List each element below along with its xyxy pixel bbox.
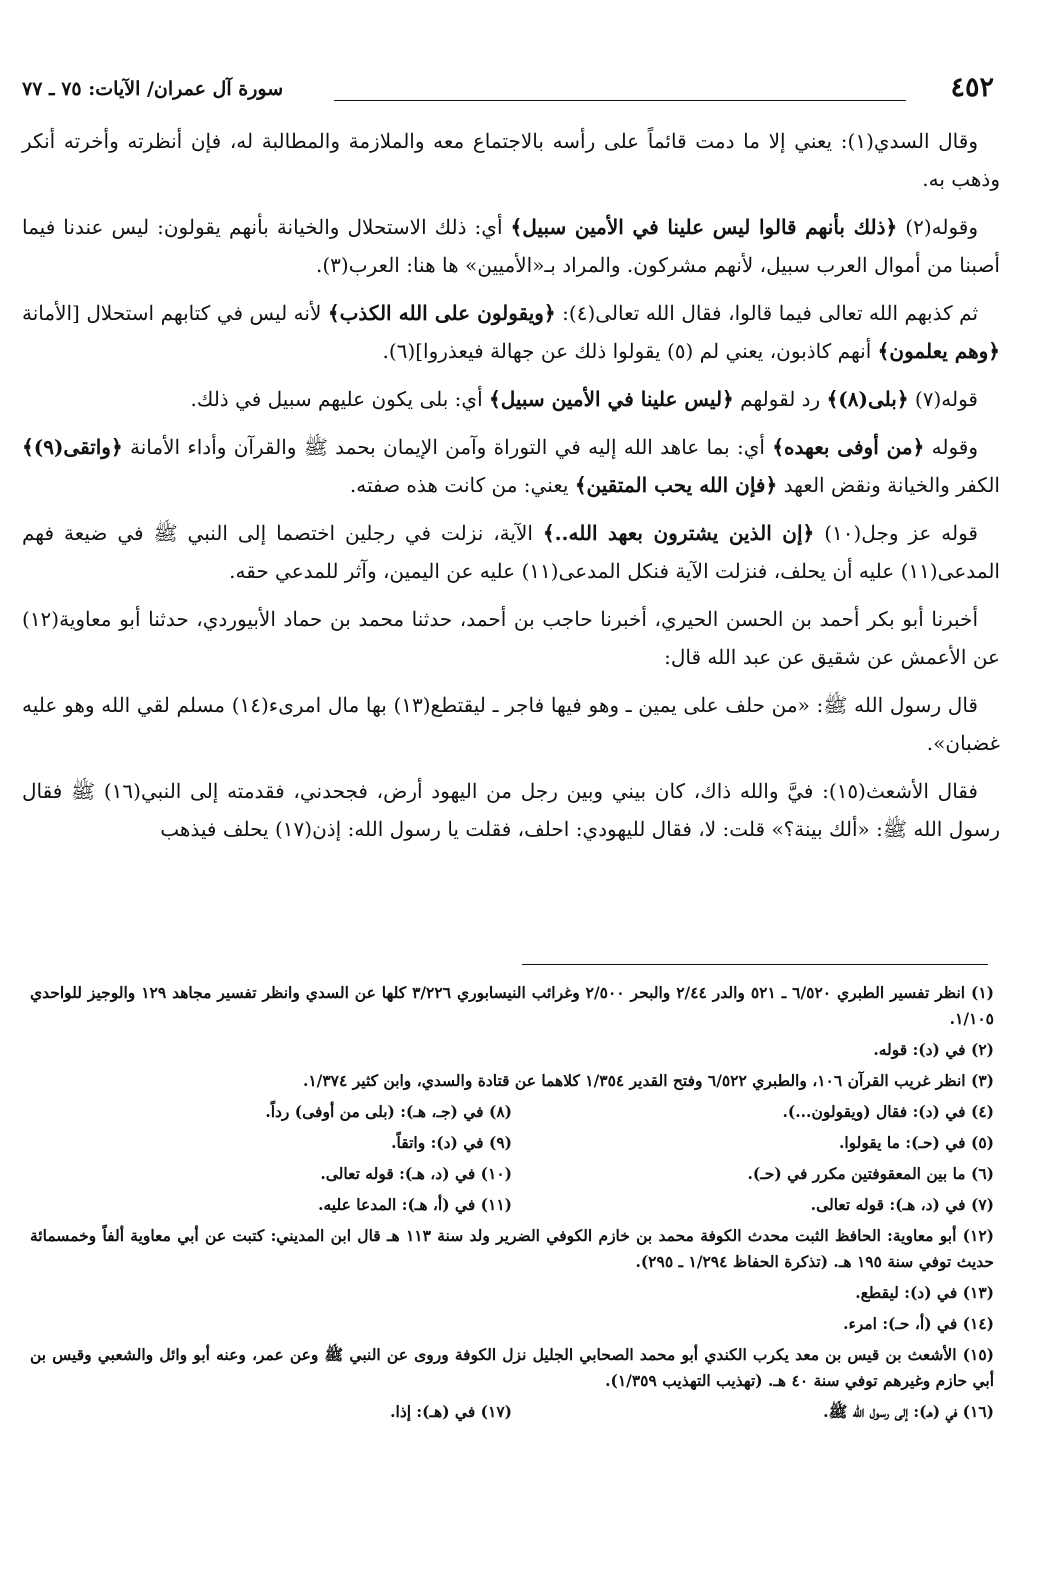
page-header bbox=[22, 70, 994, 110]
text-run: لأنه ليس في كتابهم استحلال [الأمانة bbox=[22, 301, 328, 325]
text-run: يعني: من كانت هذه صفته. bbox=[349, 473, 575, 497]
paragraph bbox=[22, 380, 1000, 418]
footnote-5: (٥) في (حـ): ما يقولوا. bbox=[838, 1133, 994, 1152]
text-run: أنهم كاذبون، يعني لم (٥) يقولوا ذلك عن جهالة فيعذروا](٦). bbox=[382, 339, 878, 363]
quran-quote: ﴿من أوفى بعهده﴾ bbox=[772, 435, 925, 459]
running-title: سورة آل عمران/ الآيات: ٧٥ ـ ٧٧ bbox=[22, 78, 284, 100]
paragraph bbox=[22, 686, 1000, 762]
footnote-16: (١٦) في (هـ): إلى رسول الله ﷺ. bbox=[823, 1402, 994, 1421]
footnote-10: (١٠) في (د، هـ): قوله تعالى. bbox=[320, 1164, 512, 1183]
paragraph bbox=[22, 514, 1000, 590]
paragraph bbox=[22, 294, 1000, 370]
main-text bbox=[22, 122, 1000, 858]
quran-quote: ﴿ليس علينا في الأمين سبيل﴾ bbox=[488, 387, 734, 411]
text-run: أي: بلى يكون عليهم سبيل في ذلك. bbox=[190, 387, 489, 411]
text-run: وقوله(٢) bbox=[897, 215, 978, 239]
quran-quote: ﴿ذلك بأنهم قالوا ليس علينا في الأمين سبيل﴾ bbox=[510, 215, 898, 239]
quran-quote: ﴿واتقى(٩)﴾ bbox=[22, 435, 123, 459]
text-run: أخبرنا أبو بكر أحمد بن الحسن الحيري، أخبرنا حاجب بن أحمد، حدثنا محمد بن حماد الأبيوردي، حدثنا أبو معاوية(١٢) عن الأعمش عن شقيق عن عبد الله قال: bbox=[22, 607, 1000, 669]
quran-quote: ﴿ويقولون على الله الكذب﴾ bbox=[327, 301, 556, 325]
text-run: أي: بما عاهد الله إليه في التوراة وآمن الإيمان بحمد ﷺ والقرآن وأداء الأمانة bbox=[122, 435, 773, 459]
footnote-row bbox=[30, 1099, 994, 1125]
text-run: قال رسول الله ﷺ: «من حلف على يمين ـ وهو فيها فاجر ـ ليقتطع(١٣) بها مال امرىء(١٤) مسلم لقي الله وهو عليه غضبان». bbox=[22, 693, 1000, 755]
text-run: الكفر والخيانة ونقض العهد bbox=[777, 473, 1000, 497]
footnote-6: (٦) ما بين المعقوفتين مكرر في (حـ). bbox=[747, 1164, 994, 1183]
footnotes bbox=[30, 980, 994, 1430]
text-run: الآية، نزلت في رجلين اختصما إلى النبي ﷺ في ضيعة فهم المدعى(١١) عليه أن يحلف، فنزلت الآية فنكل المدعى(١١) عليه عن اليمين، وآثر للمدعي حقه. bbox=[22, 521, 1000, 583]
text-run: ثم كذبهم الله تعالى فيما قالوا، فقال الله تعالى(٤): bbox=[555, 301, 979, 325]
footnote-17: (١٧) في (هـ): إذا. bbox=[390, 1402, 512, 1421]
paragraph bbox=[22, 428, 1000, 504]
footnote-3: (٣) انظر غريب القرآن ١٠٦، والطبري ٦/٥٢٢ وفتح القدير ١/٣٥٤ كلاهما عن قتادة والسدي، وابن كثير ١/٣٧٤. bbox=[302, 1071, 994, 1090]
footnote-row bbox=[30, 1161, 994, 1187]
text-run: قوله عز وجل(١٠) bbox=[814, 521, 978, 545]
footnote-8: (٨) في (جـ، هـ): (بلى من أوفى) رداً. bbox=[265, 1102, 512, 1121]
footnote-4: (٤) في (د): فقال (ويقولون...). bbox=[782, 1102, 994, 1121]
page-number: ٤٥٢ bbox=[950, 72, 994, 103]
footnote-row bbox=[30, 1399, 994, 1425]
text-run: رد لقولهم bbox=[733, 387, 827, 411]
text-run: قوله(٧) bbox=[908, 387, 978, 411]
footnote-separator bbox=[522, 964, 988, 965]
footnote-1: (١) انظر تفسير الطبري ٦/٥٢٠ ـ ٥٢١ والدر ٢/٤٤ والبحر ٢/٥٠٠ وغرائب النيسابوري ٣/٢٢٦ كلها عن السدي وانظر تفسير مجاهد ١٢٩ والوجيز للواحدي ١/١٠٥. bbox=[30, 983, 995, 1028]
paragraph bbox=[22, 772, 1000, 848]
footnote-9: (٩) في (د): واتقاً. bbox=[391, 1133, 512, 1152]
footnote-14: (١٤) في (أ، حـ): امرء. bbox=[843, 1314, 994, 1333]
footnote-row bbox=[30, 1130, 994, 1156]
quran-quote: ﴿بلى(٨)﴾ bbox=[826, 387, 909, 411]
footnote-15: (١٥) الأشعث بن قيس بن معد يكرب الكندي أبو محمد الصحابي الجليل نزل الكوفة وروى عن النبي ﷺ وعن عمر، وعنه أبو وائل والشعبي وقيس بن أبي حازم وغيرهم توفي سنة ٤٠ هـ. (تهذيب التهذيب ١/٣٥٩). bbox=[30, 1345, 994, 1390]
paragraph bbox=[22, 122, 1000, 198]
quran-quote: ﴿فإن الله يحب المتقين﴾ bbox=[574, 473, 778, 497]
paragraph bbox=[22, 208, 1000, 284]
quran-quote: ﴿إن الذين يشترون بعهد الله..﴾ bbox=[542, 521, 815, 545]
paragraph bbox=[22, 600, 1000, 676]
footnote-7: (٧) في (د، هـ): قوله تعالى. bbox=[810, 1195, 994, 1214]
header-rule bbox=[334, 100, 906, 101]
footnote-13: (١٣) في (د): ليقطع. bbox=[855, 1283, 994, 1302]
footnote-11: (١١) في (أ، هـ): المدعا عليه. bbox=[318, 1195, 512, 1214]
footnote-12: (١٢) أبو معاوية: الحافظ الثبت محدث الكوفة محمد بن خازم الكوفي الضرير ولد سنة ١١٣ هـ قال ابن المديني: كتبت عن أبي معاوية ألفاً وخمسمائة حديث توفي سنة ١٩٥ هـ. (تذكرة الحفاظ ١/٢٩٤ ـ ٢٩٥). bbox=[30, 1226, 994, 1271]
text-run: وقوله bbox=[924, 435, 978, 459]
quran-quote: ﴿وهم يعلمون﴾ bbox=[877, 339, 1000, 363]
footnote-2: (٢) في (د): قوله. bbox=[873, 1040, 994, 1059]
text-run: وقال السدي(١): يعني إلا ما دمت قائماً على رأسه بالاجتماع معه والملازمة والمطالبة له، فإن أنظرته وأخرته أنكر وذهب به. bbox=[22, 129, 1000, 191]
footnote-row bbox=[30, 1192, 994, 1218]
text-run: فقال الأشعث(١٥): فيَّ والله ذاك، كان بيني وبين رجل من اليهود أرض، فجحدني، فقدمته إلى النبي(١٦) ﷺ فقال رسول الله ﷺ: «ألك بينة؟» قلت: لا، فقال لليهودي: احلف، فقلت يا رسول الله: إذن(١٧) يحلف فيذهب bbox=[22, 779, 1000, 841]
text-run: أي: ذلك الاستحلال والخيانة بأنهم يقولون: ليس عندنا فيما أصبنا من أموال العرب سبيل، لأنهم مشركون. والمراد بـ«الأميين» ها هنا: العرب(٣). bbox=[22, 215, 1000, 277]
